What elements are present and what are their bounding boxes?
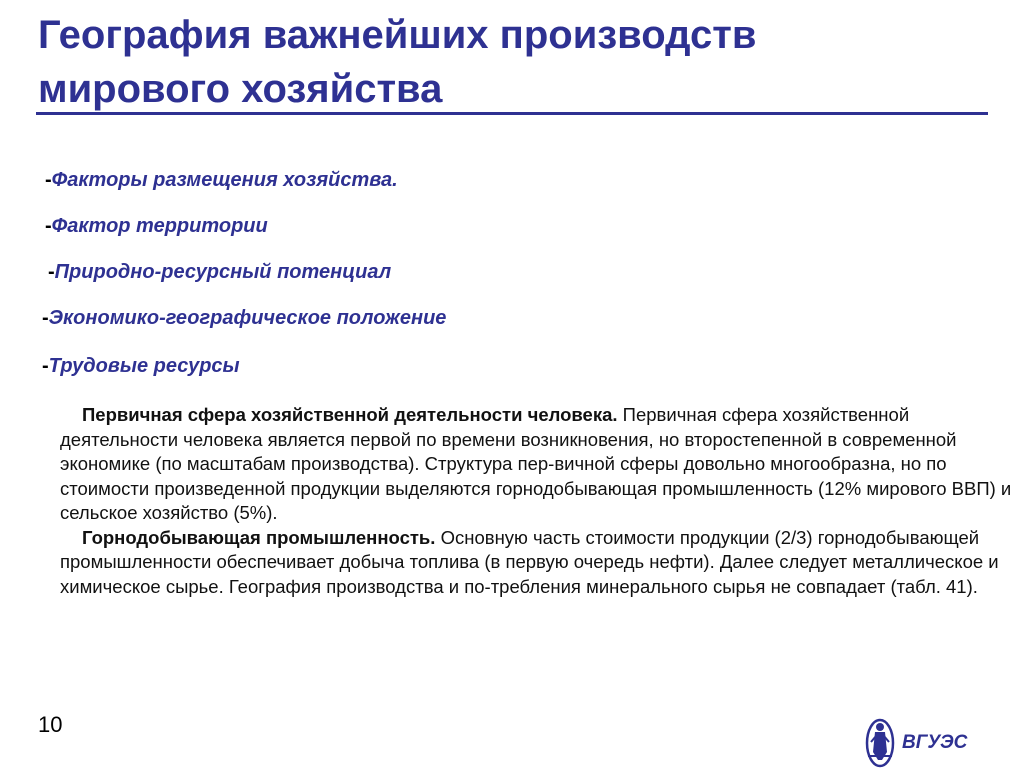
bullet-item: -Трудовые ресурсы	[42, 355, 240, 377]
slide-title-line-2: мирового хозяйства	[38, 67, 443, 111]
university-logo	[862, 712, 992, 768]
vguas-logo-icon	[862, 712, 992, 768]
bullet-item: -Экономико-географическое положение	[42, 307, 447, 329]
paragraph-heading: Горнодобывающая промышленность.	[82, 526, 436, 548]
svg-text:ВГУЭС: ВГУЭС	[902, 732, 968, 753]
bullet-text: Фактор территории	[51, 215, 268, 237]
bullet-text: Природно-ресурсный потенциал	[54, 261, 392, 283]
bullet-text: Экономико-географическое положение	[48, 307, 447, 329]
bullet-item: -Фактор территории	[45, 215, 268, 237]
bullet-text: Трудовые ресурсы	[48, 355, 240, 377]
bullet-item: -Факторы размещения хозяйства.	[45, 169, 398, 191]
bullet-item: -Природно-ресурсный потенциал	[48, 261, 392, 283]
paragraph-body: Первичная сфера хозяйственной деятельности человека является первой по времени возникновения, но второстепенной в современной экономике (по масштабам производства). Структура пер-вичной сферы довольно многообразна, но по стоимости произведенной продукции выделяются горнодобывающая промышленность (12% мирового ВВП) и сельское хозяйство (5%).	[60, 404, 1012, 523]
paragraph-primary-sector	[60, 403, 1018, 526]
slide-title-line-1: География важнейших производств	[38, 13, 757, 57]
page-number: 10	[38, 712, 63, 737]
bullet-text: Факторы размещения хозяйства.	[51, 169, 398, 191]
slide-title	[38, 8, 988, 116]
paragraph-heading: Первичная сфера хозяйственной деятельности человека.	[82, 404, 618, 425]
title-divider	[36, 112, 988, 115]
paragraph-mining	[60, 526, 1018, 600]
body-text	[60, 403, 1018, 599]
paragraph-body: Основную часть стоимости продукции (2/3) горнодобывающей промышленности обеспечивает добыча топлива (в первую очередь нефти). Далее следует металлическое и химическое сырье. География производства и по-требления минерального сырья не совпадает (табл. 41).	[60, 526, 999, 597]
